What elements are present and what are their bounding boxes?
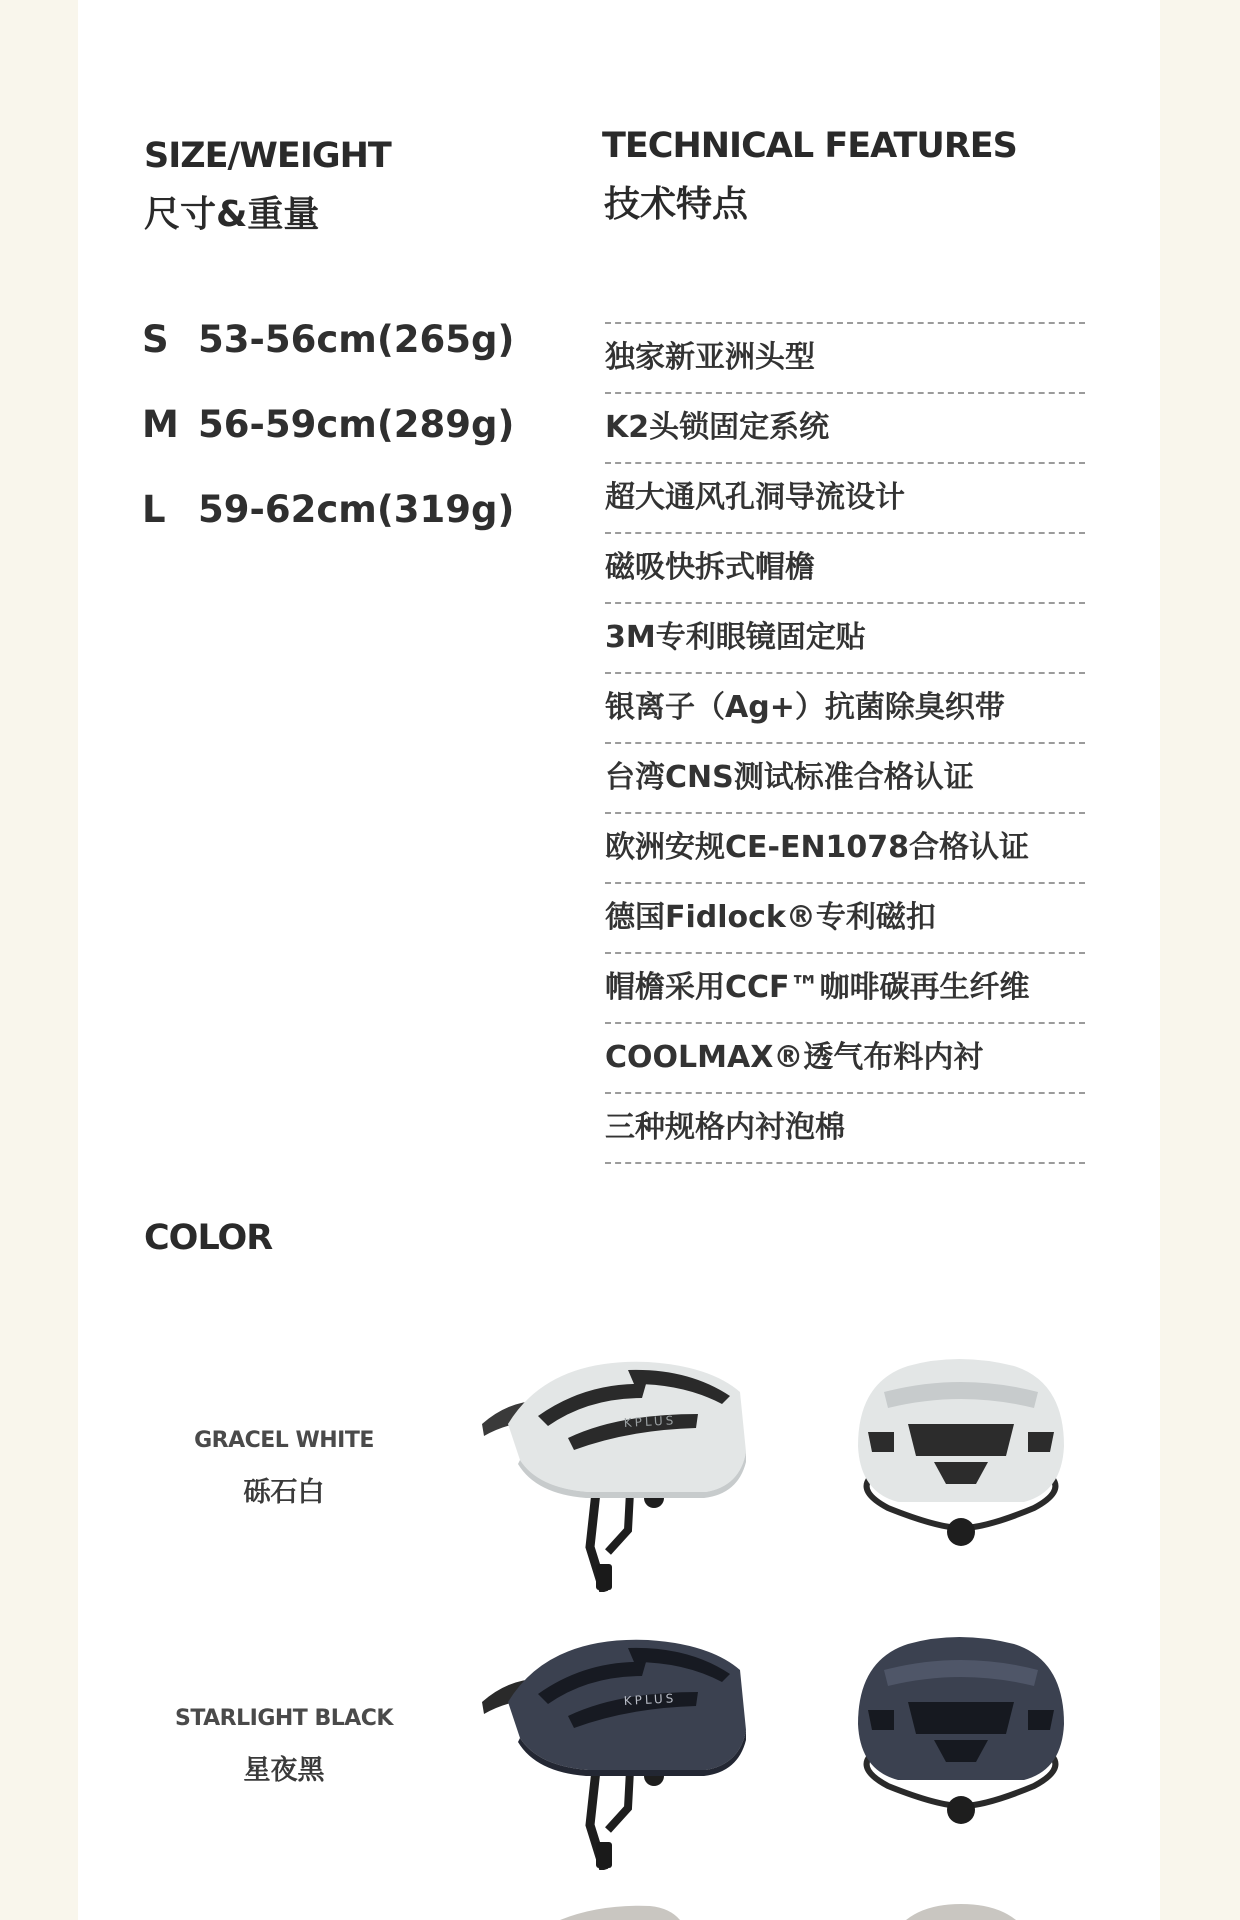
size-letter: L (142, 488, 166, 531)
size-row-m (142, 403, 514, 453)
helmet-dial (947, 1796, 975, 1824)
helmet-brand: KPLUS (623, 1691, 677, 1708)
technical-features-title-zh: 技术特点 (604, 184, 749, 225)
helmet-vent (868, 1710, 894, 1730)
size-row-l (142, 488, 514, 538)
feature-item: COOLMAX®透气布料内衬 (605, 1040, 984, 1075)
helmet-side-white-image (478, 1352, 748, 1592)
feature-item: 磁吸快拆式帽檐 (605, 550, 815, 585)
feature-item: 超大通风孔洞导流设计 (605, 480, 905, 515)
feature-item: 三种规格内衬泡棉 (605, 1110, 845, 1145)
size-range: 59-62cm(319g) (198, 488, 515, 531)
feature-item: 3M专利眼镜固定贴 (605, 620, 866, 655)
size-weight-title-zh: 尺寸&重量 (144, 194, 320, 235)
helmet-vent (1028, 1432, 1054, 1452)
size-row-s (142, 318, 514, 368)
size-range: 56-59cm(289g) (198, 403, 515, 446)
helmet-dial (947, 1518, 975, 1546)
divider (605, 1162, 1085, 1164)
feature-item: 台湾CNS测试标准合格认证 (605, 760, 974, 795)
feature-item: 独家新亚洲头型 (605, 340, 815, 375)
feature-item: 德国Fidlock®专利磁扣 (605, 900, 936, 935)
feature-list (605, 322, 1085, 1164)
size-letter: M (142, 403, 179, 446)
helmet-side-partial-image (560, 1900, 680, 1920)
helmet-side-black-image (478, 1630, 748, 1870)
helmet-back-partial-image (906, 1900, 1016, 1920)
size-range: 53-56cm(265g) (198, 318, 515, 361)
helmet-vent (1028, 1710, 1054, 1730)
feature-item: 帽檐采用CCF™咖啡碳再生纤维 (605, 970, 1030, 1005)
helmet-vent (908, 1424, 1014, 1456)
helmet-vent (908, 1702, 1014, 1734)
color-name-zh: 星夜黑 (243, 1755, 325, 1786)
technical-features-title-en: TECHNICAL FEATURES (602, 126, 1017, 166)
helmet-brand: KPLUS (623, 1413, 677, 1430)
feature-item: 欧洲安规CE-EN1078合格认证 (605, 830, 1030, 865)
feature-item: 银离子（Ag+）抗菌除臭织带 (605, 690, 1005, 725)
helmet-straps (590, 1488, 664, 1592)
size-weight-title-en: SIZE/WEIGHT (144, 136, 391, 176)
color-name-en: STARLIGHT BLACK (175, 1706, 393, 1731)
helmet-back-white-image (848, 1352, 1074, 1552)
helmet-straps (590, 1766, 664, 1870)
color-name-en: GRACEL WHITE (194, 1428, 374, 1453)
color-title: COLOR (144, 1218, 273, 1258)
color-name-zh: 砾石白 (243, 1477, 325, 1508)
size-letter: S (142, 318, 169, 361)
helmet-vent (868, 1432, 894, 1452)
feature-item: K2头锁固定系统 (605, 410, 830, 445)
helmet-back-black-image (848, 1630, 1074, 1830)
